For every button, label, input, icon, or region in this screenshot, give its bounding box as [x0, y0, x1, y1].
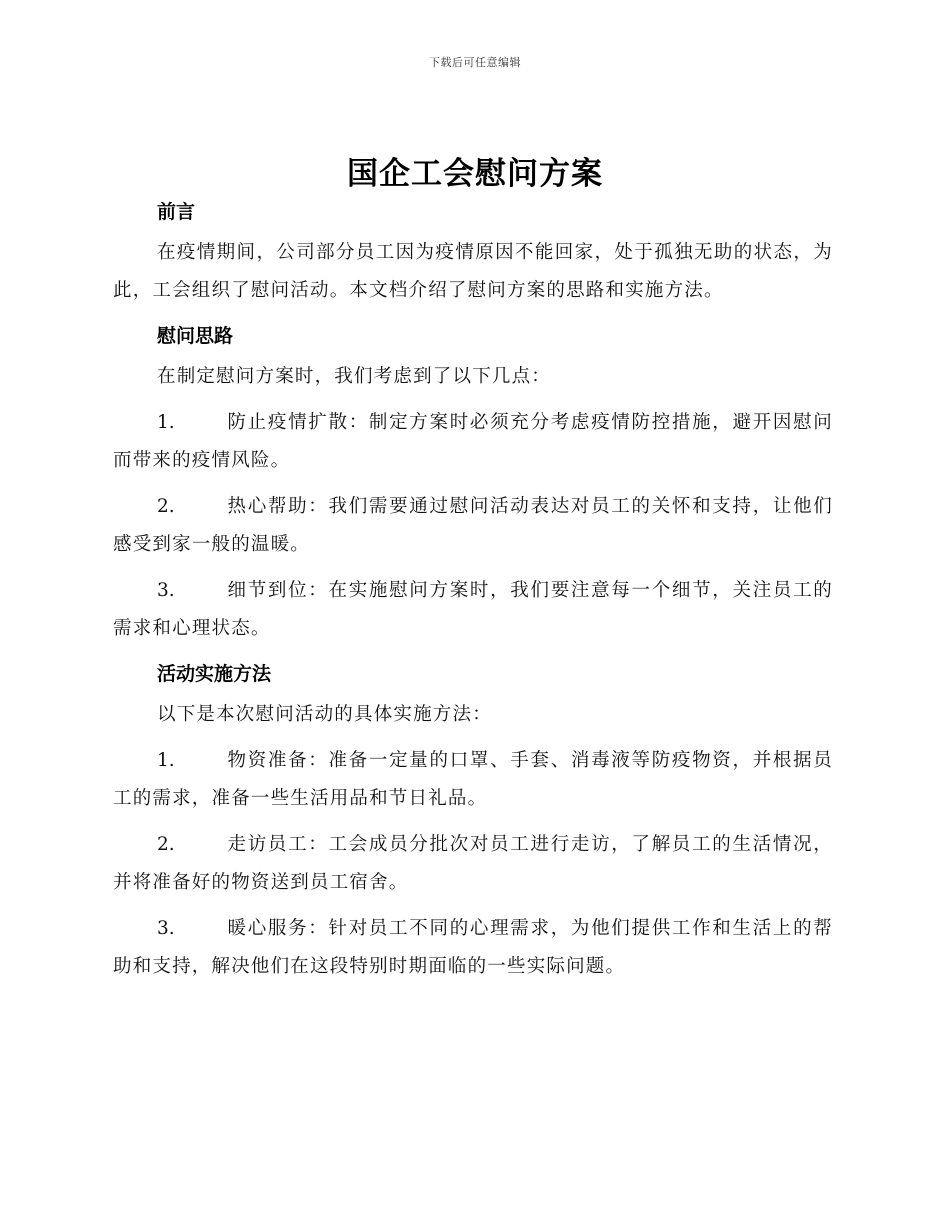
list-item [113, 404, 833, 480]
section-heading: 前言 [157, 201, 196, 223]
list-item [113, 488, 833, 564]
section-heading: 活动实施方法 [157, 663, 272, 685]
section-approach [113, 322, 833, 648]
list-text: 走访员工：工会成员分批次对员工进行走访，了解员工的生活情况，并将准备好的物资送到员工宿舍。 [113, 834, 833, 893]
list-number: 2. [157, 834, 175, 855]
section-implementation [113, 660, 833, 986]
section-heading: 慰问思路 [157, 325, 234, 347]
document-body [113, 198, 833, 986]
list-text: 暖心服务：针对员工不同的心理需求，为他们提供工作和生活上的帮助和支持，解决他们在这段特别时期面临的一些实际问题。 [113, 918, 833, 977]
list-item [113, 572, 833, 648]
list-text: 细节到位：在实施慰问方案时，我们要注意每一个细节，关注员工的需求和心理状态。 [113, 580, 833, 639]
list-item [113, 826, 833, 902]
header-note: 下载后可任意编辑 [429, 56, 521, 69]
list-text: 物资准备：准备一定量的口罩、手套、消毒液等防疫物资，并根据员工的需求，准备一些生活用品和节日礼品。 [113, 750, 833, 809]
list-number: 3. [157, 580, 175, 601]
paragraph: 以下是本次慰问活动的具体实施方法： [157, 704, 492, 725]
list-number: 2. [157, 496, 175, 517]
list-text: 防止疫情扩散：制定方案时必须充分考虑疫情防控措施，避开因慰问而带来的疫情风险。 [113, 412, 833, 471]
page-title: 国企工会慰问方案 [347, 156, 603, 192]
list-text: 热心帮助：我们需要通过慰问活动表达对员工的关怀和支持，让他们感受到家一般的温暖。 [113, 496, 833, 555]
list-number: 3. [157, 918, 175, 939]
list-item [113, 742, 833, 818]
section-preface [113, 198, 833, 310]
paragraph: 在制定慰问方案时，我们考虑到了以下几点： [157, 366, 552, 387]
list-item [113, 910, 833, 986]
list-number: 1. [157, 412, 175, 433]
paragraph: 在疫情期间，公司部分员工因为疫情原因不能回家，处于孤独无助的状态，为此，工会组织了慰问活动。本文档介绍了慰问方案的思路和实施方法。 [113, 242, 833, 301]
list-number: 1. [157, 750, 175, 771]
